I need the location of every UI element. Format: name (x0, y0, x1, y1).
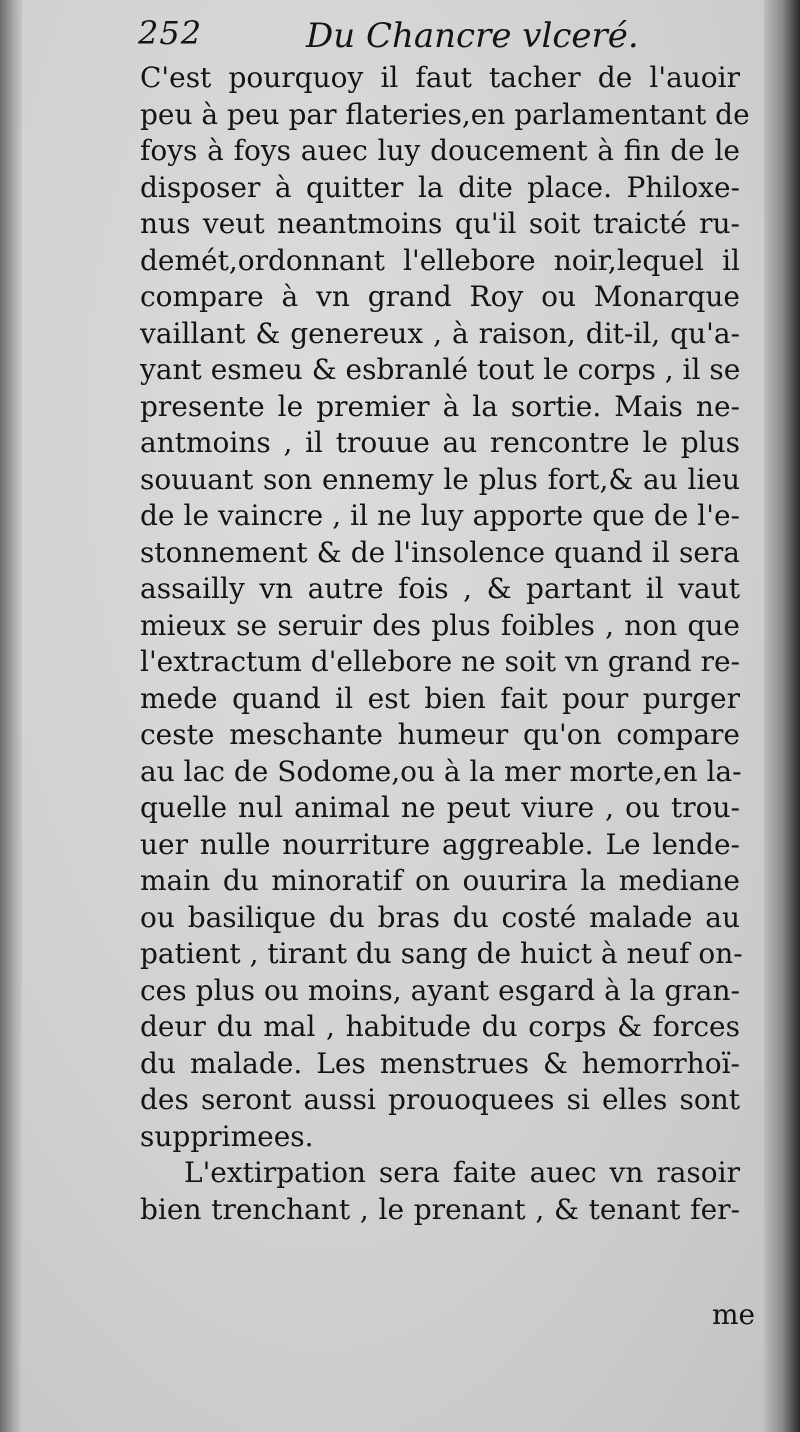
text-line: ces plus ou moins, ayant esgard à la gran- (140, 973, 740, 1007)
text-line: disposer à quitter la dite place. Philoxe- (140, 170, 740, 204)
text-line: demét,ordonnant l'ellebore noir,lequel il (140, 243, 740, 277)
text-line: deur du mal , habitude du corps & forces (140, 1010, 740, 1043)
running-head: Du Chancre vlceré. (306, 16, 639, 56)
body-text (140, 60, 750, 1228)
text-line: yant esmeu & esbranlé tout le corps , il se (140, 353, 741, 386)
text-line: nus veut neantmoins qu'il soit traicté ru- (140, 207, 740, 240)
text-line: mede quand il est bien fait pour purger (140, 681, 740, 715)
page-number: 252 (138, 14, 203, 52)
page-edge-right (764, 0, 800, 1432)
page-header (138, 14, 638, 58)
text-line: uer nulle nourriture aggreable. Le lende- (140, 827, 740, 861)
text-line: presente le premier à la sortie. Mais ne- (140, 389, 740, 423)
catchword: me (712, 1298, 756, 1331)
text-line: des seront aussi prouoquees si elles sont (140, 1083, 740, 1116)
text-line: assailly vn autre fois , & partant il vaut (140, 572, 740, 605)
text-line: l'extractum d'ellebore ne soit vn grand re- (140, 645, 740, 678)
text-line: vaillant & genereux , à raison, dit-il, qu'a- (140, 316, 740, 350)
text-line: antmoins , il trouue au rencontre le plus (140, 426, 740, 459)
text-line: ou basilique du bras du costé malade au (140, 900, 740, 934)
text-line: stonnement & de l'insolence quand il sera (140, 535, 740, 569)
text-line: patient , tirant du sang de huict à neuf on- (140, 937, 743, 970)
text-line: peu à peu par flateries,en parlamentant de (140, 97, 750, 131)
text-line: quelle nul animal ne peut viure , ou trou- (140, 791, 740, 824)
page-gutter-left (0, 0, 22, 1432)
text-line: de le vaincre , il ne luy apporte que de l'e- (140, 499, 740, 532)
text-line-paragraph-end: supprimees. (140, 1119, 314, 1153)
text-line: foys à foys auec luy doucement à fin de le (140, 134, 740, 167)
text-line: C'est pourquoy il faut tacher de l'auoir (140, 61, 740, 94)
text-line: main du minoratif on ouurira la mediane (140, 864, 740, 897)
text-line: mieux se seruir des plus foibles , non que (140, 608, 740, 642)
text-line-paragraph-start: L'extirpation sera faite auec vn rasoir (184, 1156, 740, 1189)
text-line: ceste meschante humeur qu'on compare (140, 718, 740, 751)
text-line: compare à vn grand Roy ou Monarque (140, 280, 740, 313)
text-line: bien trenchant , le prenant , & tenant fer- (140, 1192, 740, 1226)
text-line: du malade. Les menstrues & hemorrhoï- (140, 1046, 740, 1080)
text-line: souuant son ennemy le plus fort,& au lieu (140, 462, 740, 496)
text-line: au lac de Sodome,ou à la mer morte,en la- (140, 754, 742, 788)
